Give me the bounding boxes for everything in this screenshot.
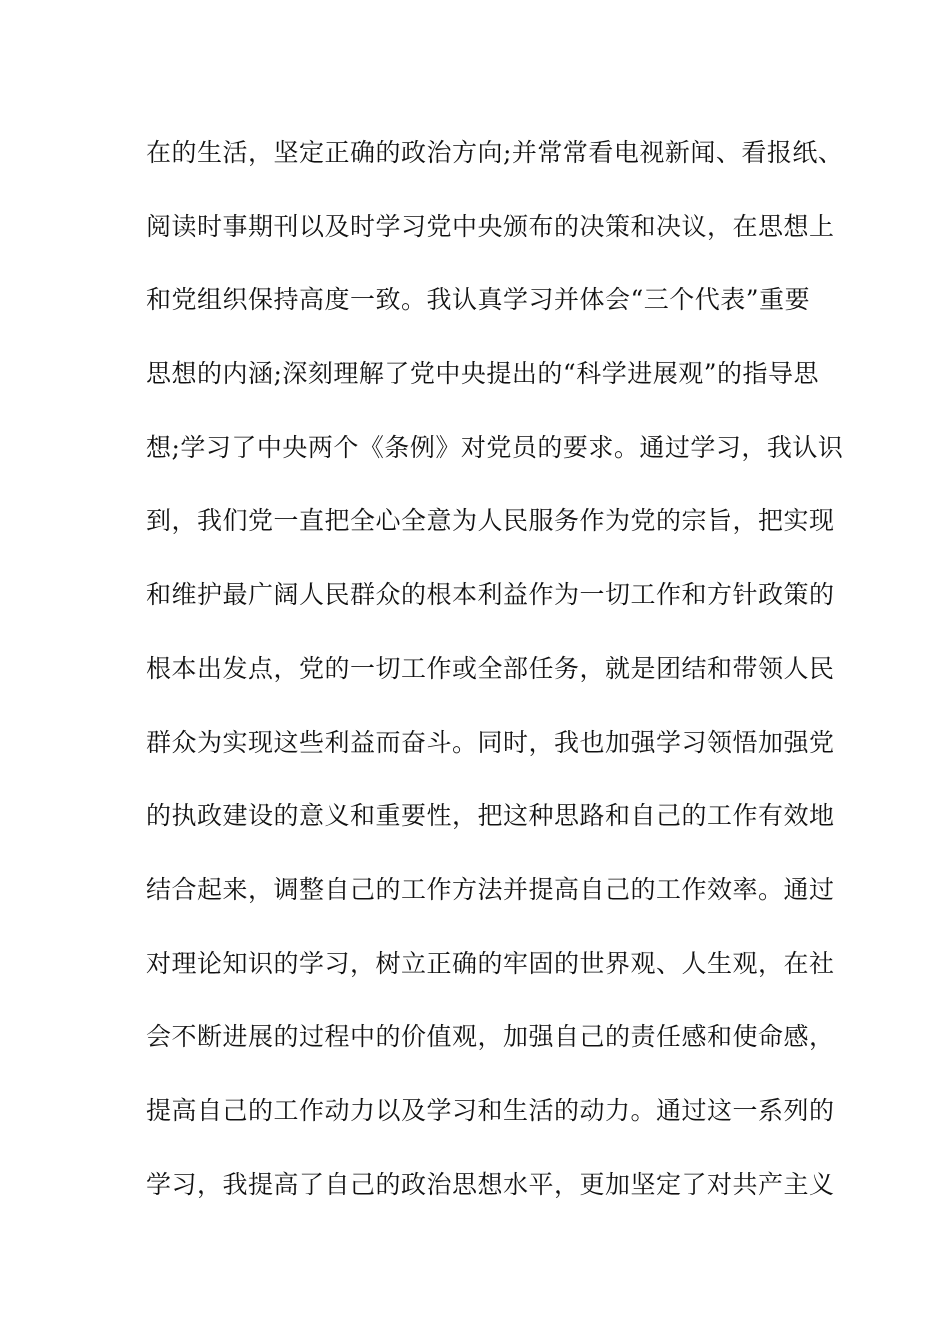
text-line: 的执政建设的意义和重要性，把这种思路和自己的工作有效地 bbox=[146, 801, 835, 831]
text-line: 阅读时事期刊以及时学习党中央颁布的决策和决议，在思想上 bbox=[146, 211, 835, 241]
text-line: 思想的内涵;深刻理解了党中央提出的“科学进展观”的指导思 bbox=[146, 359, 819, 389]
text-line: 群众为实现这些利益而奋斗。同时，我也加强学习领悟加强党 bbox=[146, 727, 835, 757]
text-line: 会不断进展的过程中的价值观，加强自己的责任感和使命感， bbox=[146, 1022, 835, 1052]
text-line: 到，我们党一直把全心全意为人民服务作为党的宗旨，把实现 bbox=[146, 506, 835, 536]
text-line: 想;学习了中央两个《条例》对党员的要求。通过学习，我认识 bbox=[146, 432, 844, 462]
body-paragraph bbox=[146, 128, 844, 1233]
text-line: 和维护最广阔人民群众的根本利益作为一切工作和方针政策的 bbox=[146, 580, 835, 610]
text-line: 学习，我提高了自己的政治思想水平，更加坚定了对共产主义 bbox=[146, 1169, 835, 1199]
text-line: 在的生活，坚定正确的政治方向;并常常看电视新闻、看报纸、 bbox=[146, 138, 844, 167]
text-line: 对理论知识的学习，树立正确的牢固的世界观、人生观，在社 bbox=[146, 948, 835, 978]
text-line: 结合起来，调整自己的工作方法并提高自己的工作效率。通过 bbox=[146, 874, 835, 904]
text-line: 根本出发点，党的一切工作或全部任务，就是团结和带领人民 bbox=[146, 653, 835, 683]
text-line: 提高自己的工作动力以及学习和生活的动力。通过这一系列的 bbox=[146, 1095, 835, 1125]
text-line: 和党组织保持高度一致。我认真学习并体会“三个代表”重要 bbox=[146, 285, 811, 315]
